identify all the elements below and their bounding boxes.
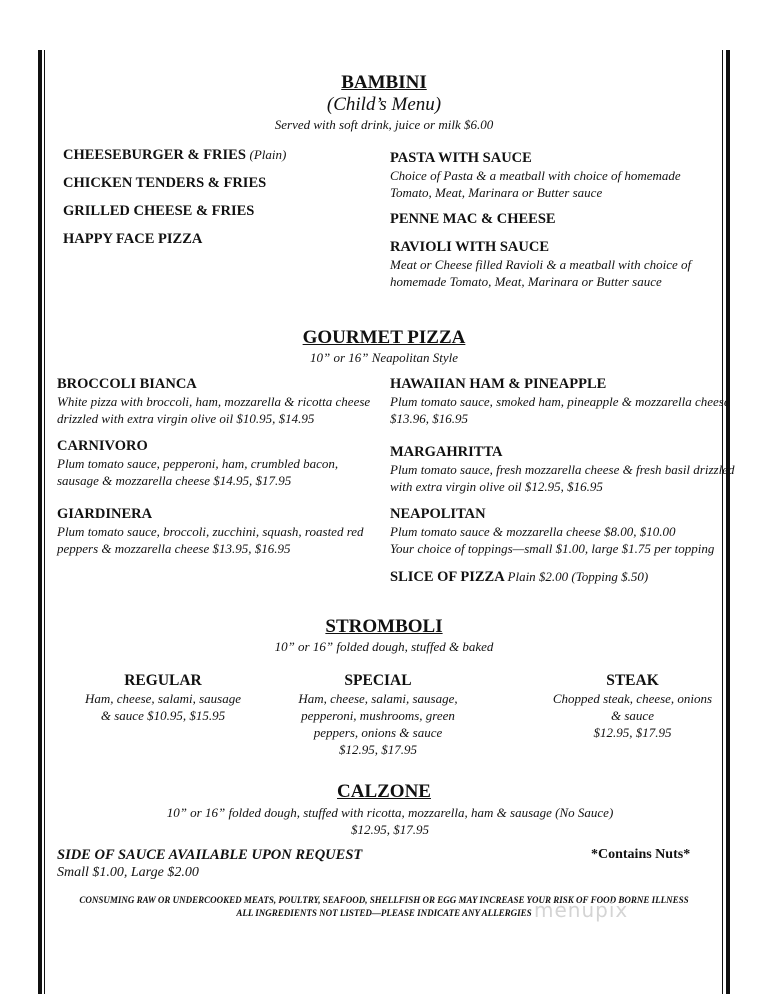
item-name: GIARDINERA — [57, 506, 153, 522]
slice-of-pizza — [390, 569, 648, 586]
item-name: MARGAHRITTA — [390, 444, 503, 460]
side-of-sauce-price: Small $1.00, Large $2.00 — [57, 865, 199, 880]
item-name: REGULAR — [124, 672, 202, 689]
right-border-thick — [726, 50, 730, 994]
allergy-line: ALL INGREDIENTS NOT LISTED—PLEASE INDICATE ANY ALLERGIES — [236, 908, 532, 918]
item-desc: Ham, cheese, salami, sausage, — [298, 691, 458, 706]
left-border-thin — [44, 50, 45, 994]
item-desc: $12.95, $17.95 — [593, 725, 672, 740]
item-desc: Plain $2.00 (Topping $.50) — [507, 569, 649, 584]
bambini-penne: PENNE MAC & CHEESE — [390, 211, 556, 227]
warning-line: CONSUMING RAW OR UNDERCOOKED MEATS, POULTRY, SEAFOOD, SHELLFISH OR EGG MAY INCREASE YOUR RISK OF FOOD BORNE ILLNESS — [79, 895, 689, 905]
calzone-desc: 10” or 16” folded dough, stuffed with ricotta, mozzarella, ham & sausage (No Sauce) — [166, 805, 614, 820]
item-desc: Plum tomato sauce, broccoli, zucchini, squash, roasted red — [57, 524, 364, 539]
pizza-broccoli-bianca — [57, 376, 370, 427]
bambini-pasta — [390, 150, 681, 201]
item-desc: Ham, cheese, salami, sausage — [85, 691, 241, 706]
item-extra: (Plain) — [249, 147, 287, 162]
item-desc: Meat or Cheese filled Ravioli & a meatball with choice of — [390, 257, 692, 272]
contains-nuts: *Contains Nuts* — [591, 847, 691, 862]
bambini-item: CHICKEN TENDERS & FRIES — [63, 175, 267, 191]
stromboli-steak — [530, 672, 735, 741]
item-name: RAVIOLI WITH SAUCE — [390, 239, 550, 255]
calzone-title: CALZONE — [337, 781, 431, 802]
item-desc: White pizza with broccoli, ham, mozzarella & ricotta cheese — [57, 394, 371, 409]
menupix-watermark: menupix — [534, 898, 629, 922]
bambini-subtitle: (Child’s Menu) — [326, 94, 442, 115]
bambini-item: GRILLED CHEESE & FRIES — [63, 203, 255, 219]
bambini-note: Served with soft drink, juice or milk $6.00 — [274, 117, 494, 132]
bambini-item — [63, 147, 286, 164]
pizza-hawaiian — [390, 376, 730, 427]
item-desc: Plum tomato sauce, pepperoni, ham, crumbled bacon, — [57, 456, 339, 471]
item-desc: Chopped steak, cheese, onions — [552, 691, 713, 706]
stromboli-note: 10” or 16” folded dough, stuffed & baked — [274, 639, 494, 654]
pizza-giardinera — [57, 506, 364, 557]
item-desc: & sauce $10.95, $15.95 — [100, 708, 226, 723]
item-desc: Plum tomato sauce, fresh mozzarella cheese & fresh basil drizzled — [390, 462, 735, 477]
side-of-sauce: SIDE OF SAUCE AVAILABLE UPON REQUEST — [57, 847, 363, 863]
item-desc: $12.95, $17.95 — [339, 742, 417, 757]
item-name: CHEESEBURGER & FRIES — [63, 147, 246, 163]
bambini-title: BAMBINI — [341, 72, 427, 93]
item-desc: Tomato, Meat, Marinara or Butter sauce — [390, 185, 603, 200]
item-desc: peppers, onions & sauce — [313, 725, 443, 740]
item-desc: Plum tomato sauce, smoked ham, pineapple & mozzarella cheese — [390, 394, 730, 409]
item-desc: Your choice of toppings—small $1.00, large $1.75 per topping — [390, 541, 715, 556]
item-desc: peppers & mozzarella cheese $13.95, $16.95 — [57, 541, 291, 556]
item-desc: homemade Tomato, Meat, Marinara or Butter sauce — [390, 274, 662, 289]
item-desc: with extra virgin olive oil $12.95, $16.95 — [390, 479, 603, 494]
item-desc: sausage & mozzarella cheese $14.95, $17.95 — [57, 473, 292, 488]
item-name: PASTA WITH SAUCE — [390, 150, 532, 166]
pizza-margahritta — [390, 444, 734, 495]
calzone-price: $12.95, $17.95 — [351, 822, 429, 837]
item-desc: & sauce — [611, 708, 654, 723]
gourmet-note: 10” or 16” Neapolitan Style — [309, 350, 459, 365]
item-name: NEAPOLITAN — [390, 506, 486, 522]
item-desc: Choice of Pasta & a meatball with choice of homemade — [390, 168, 681, 183]
item-name: BROCCOLI BIANCA — [57, 376, 197, 392]
item-name: CARNIVORO — [57, 438, 148, 454]
item-name: SPECIAL — [344, 672, 412, 689]
item-desc: $13.96, $16.95 — [390, 411, 468, 426]
gourmet-title: GOURMET PIZZA — [302, 327, 466, 348]
item-desc: drizzled with extra virgin olive oil $10.95, $14.95 — [57, 411, 315, 426]
pizza-neapolitan — [390, 506, 714, 557]
pizza-carnivoro — [57, 438, 338, 489]
stromboli-title: STROMBOLI — [325, 616, 443, 637]
bambini-ravioli — [390, 239, 691, 290]
item-desc: Plum tomato sauce & mozzarella cheese $8.00, $10.00 — [390, 524, 676, 539]
item-name: HAWAIIAN HAM & PINEAPPLE — [390, 376, 607, 392]
item-desc: pepperoni, mushrooms, green — [301, 708, 455, 723]
bambini-item: HAPPY FACE PIZZA — [63, 231, 203, 247]
item-name: STEAK — [606, 672, 659, 689]
item-name: SLICE OF PIZZA — [390, 569, 504, 585]
stromboli-regular — [58, 672, 268, 724]
stromboli-special — [278, 672, 478, 758]
right-border-thin — [722, 50, 723, 994]
left-border-thick — [38, 50, 42, 994]
